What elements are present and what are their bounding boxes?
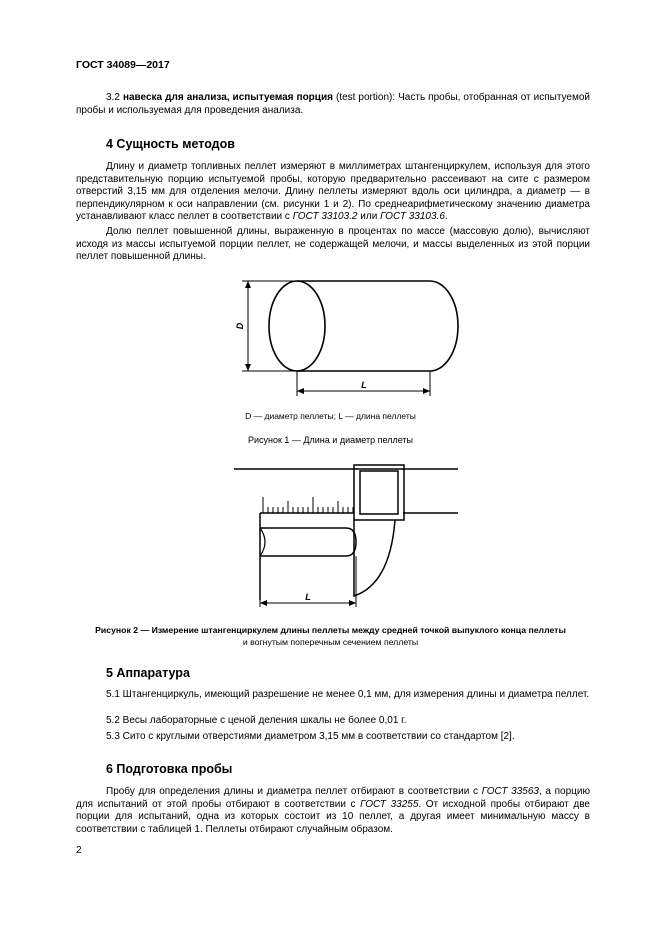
standard-header: ГОСТ 34089—2017 — [76, 59, 170, 71]
item-5-3: 5.3 Сито с круглыми отверстиями диаметром 3,15 мм в соответствии со стандартом [2]. — [106, 731, 515, 742]
section-6-paragraph: Пробу для определения длины и диаметра пеллет отбирают в соответствии с ГОСТ 33563, а порцию для испытаний от этой пробы отбирают в соответствии с ГОСТ 33255. От исходной пробы отбирают две порции для испытаний, одна из которых состоит из 10 пеллет, а другая имеет минимальную массу в соответствии с таблицей 1. Пеллеты отбирают случайным образом. — [76, 786, 590, 835]
figure-2-title — [0, 624, 661, 648]
standard-ref: ГОСТ 33563 — [481, 786, 539, 797]
caliper-scale-ticks — [263, 497, 353, 513]
arrow-down — [245, 364, 251, 371]
label-l: L — [361, 380, 367, 390]
standard-ref: ГОСТ 33103.6 — [380, 211, 445, 223]
section-5-title: 5 Аппаратура — [106, 666, 190, 680]
section-4-paragraph-2: Долю пеллет повышенной длины, выраженную в процентах по массе (массовую долю), вычисляют исходя из массы испытуемой порции пеллет, не содержащей мелочи, и массы выделенных из этой порции пеллет повышенной длины. — [76, 226, 590, 263]
item-5-1: 5.1 Штангенциркуль, имеющий разрешение не менее 0,1 мм, для измерения длины и диаметра пеллет. — [106, 689, 590, 700]
label-d: D — [235, 322, 245, 330]
arrow-left — [297, 388, 304, 394]
pellet-shape — [260, 528, 356, 556]
page-number: 2 — [76, 845, 82, 856]
section-4-title: 4 Сущность методов — [106, 137, 235, 151]
arrow-right — [349, 600, 356, 606]
label-l2: L — [305, 592, 311, 602]
arrow-left — [260, 600, 267, 606]
standard-ref: ГОСТ 33255 — [360, 798, 419, 810]
item-5-2: 5.2 Весы лабораторные с ценой деления шкалы не более 0,01 г. — [106, 715, 407, 726]
figure-1-title: Рисунок 1 — Длина и диаметр пеллеты — [247, 435, 413, 445]
figure-1-legend: D — диаметр пеллеты; L — длина пеллеты — [245, 411, 416, 421]
figure-2-title-line-1: Рисунок 2 — Измерение штангенциркулем длины пеллеты между средней точкой выпуклого конца пеллеты — [95, 625, 566, 635]
clause-3-2 — [76, 92, 590, 117]
slider-window — [360, 471, 398, 514]
definition: (test portion): Часть пробы, отобранная от испытуемой пробы и используемая для проведения анализа. — [76, 92, 590, 116]
clause-number: 3.2 — [106, 92, 120, 103]
figure-2-caliper-diagram — [230, 460, 465, 610]
section-4-paragraph-1: Длину и диаметр топливных пеллет измеряют в миллиметрах штангенциркулем, используя для этого представительную порцию испытуемой пробы, которую предварительно рассеивают на сите с размером отверстий 3,15 мм для отделения мелочи. Длину пеллеты измеряют вдоль оси цилиндра, а диаметр — в перпендикулярном к оси направлении (см. рисунки 1 и 2). По среднеарифметическому значению диаметра устанавливают класс пеллет в соответствии с ГОСТ 33103.2 или ГОСТ 33103.6. — [76, 161, 590, 223]
pellet-far-end — [430, 281, 458, 371]
pellet-end-ellipse — [269, 281, 325, 371]
section-6-title: 6 Подготовка пробы — [106, 762, 233, 776]
figure-1-pellet-diagram — [230, 278, 460, 398]
moving-jaw — [354, 520, 395, 596]
figure-2-title-line-2: и вогнутым поперечным сечением пеллеты — [242, 637, 419, 647]
arrow-up — [245, 281, 251, 288]
term: навеска для анализа, испытуемая порция — [122, 92, 333, 103]
slider-outer — [354, 465, 404, 520]
standard-ref: ГОСТ 33103.2 — [292, 211, 358, 223]
arrow-right — [423, 388, 430, 394]
